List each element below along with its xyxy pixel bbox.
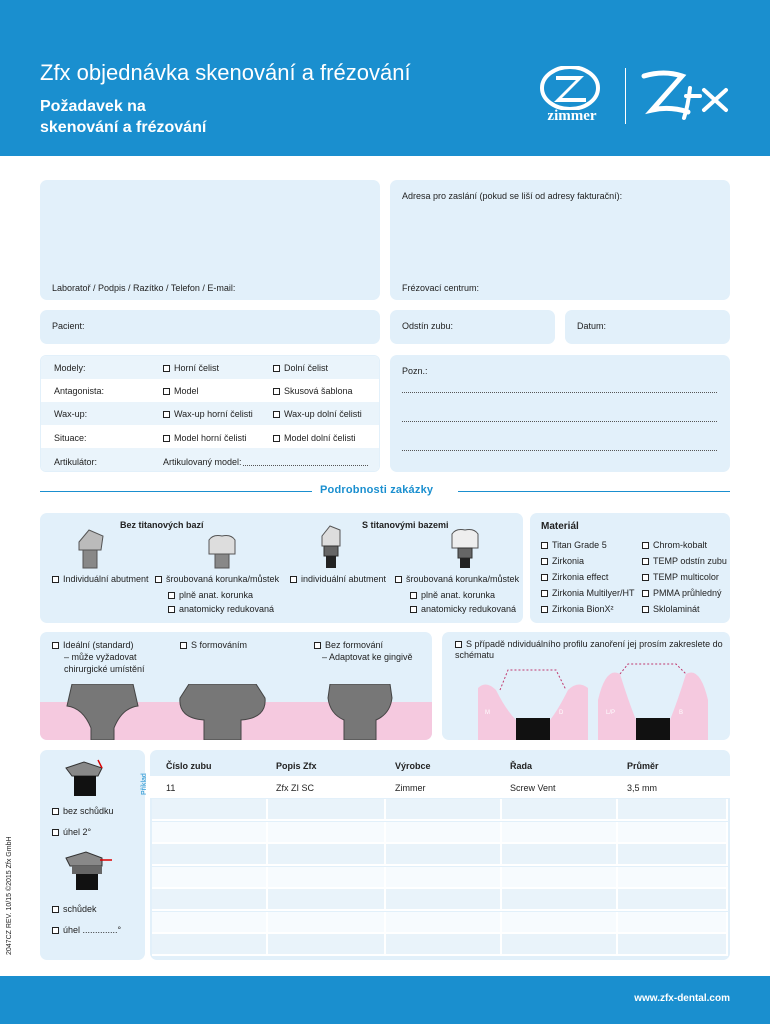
table-cell[interactable]: [268, 844, 386, 866]
material-multilayer-checkbox[interactable]: Zirkonia Multilyer/HT: [541, 588, 635, 598]
col-tooth-number: Číslo zubu: [166, 761, 212, 771]
full-anatomic-ti-checkbox[interactable]: plně anat. korunka: [410, 590, 495, 600]
table-cell[interactable]: [502, 934, 618, 956]
row1-desc[interactable]: Zfx ZI SC: [276, 783, 314, 793]
situation-label: Situace:: [54, 433, 87, 443]
col-manufacturer: Výrobce: [395, 761, 431, 771]
ship-label: Adresa pro zaslání (pokud se liší od adresy fakturační):: [402, 191, 623, 201]
anatomic-reduced-ti-checkbox[interactable]: anatomicky redukovaná: [410, 604, 516, 614]
zimmer-logo-icon: [540, 66, 600, 110]
full-anatomic-checkbox[interactable]: plně anat. korunka: [168, 590, 253, 600]
ti-abutment-icon: [318, 524, 344, 570]
table-cell[interactable]: [386, 934, 502, 956]
no-forming-profile-icon: [320, 684, 400, 740]
situation-upper-checkbox[interactable]: Model horní čelisti: [163, 433, 247, 443]
row1-manufacturer[interactable]: Zimmer: [395, 783, 426, 793]
table-cell[interactable]: [618, 889, 728, 911]
table-cell[interactable]: [268, 912, 386, 934]
table-cell[interactable]: [152, 799, 268, 821]
document-code: 2047CZ REV. 10/15 ©2015 Zfx GmbH: [6, 836, 13, 955]
ideal-note: – může vyžadovat: [64, 652, 137, 662]
table-cell[interactable]: [152, 844, 268, 866]
col-series: Řada: [510, 761, 533, 771]
table-cell[interactable]: [152, 889, 268, 911]
antagonist-label: Antagonista:: [54, 386, 105, 396]
table-cell[interactable]: [268, 822, 386, 844]
ideal-checkbox[interactable]: Ideální (standard): [52, 640, 134, 650]
table-cell[interactable]: [618, 912, 728, 934]
material-temp-shade-checkbox[interactable]: TEMP odstín zubu: [642, 556, 727, 566]
bite-template-checkbox[interactable]: Skusová šablona: [273, 386, 353, 396]
label-m: M: [485, 710, 490, 716]
abutment-icon: [75, 528, 105, 570]
ideal-note: chirurgické umístění: [64, 664, 145, 674]
screw-crown-checkbox[interactable]: šroubovaná korunka/můstek: [155, 574, 279, 584]
table-cell[interactable]: [268, 889, 386, 911]
ideal-profile-icon: [60, 684, 145, 740]
material-fiberglass-checkbox[interactable]: Sklolaminát: [642, 604, 700, 614]
zimmer-wordmark: zimmer: [547, 108, 597, 124]
table-cell[interactable]: [618, 822, 728, 844]
table-cell[interactable]: [152, 822, 268, 844]
page-subtitle: Požadavek na skenování a frézování: [40, 98, 207, 136]
notes-line: [402, 392, 717, 393]
lab-label: Laboratoř / Podpis / Razítko / Telefon / E-mail:: [52, 283, 236, 293]
profile-diagram-md-icon: [478, 660, 588, 740]
forming-profile-icon: [175, 684, 270, 740]
date-label: Datum:: [577, 321, 607, 331]
row1-diameter[interactable]: 3,5 mm: [627, 783, 658, 793]
without-bases-title: Bez titanových bazí: [120, 520, 204, 530]
col-diameter: Průměr: [627, 761, 659, 771]
section-rule: [458, 491, 730, 492]
waxup-label: Wax-up:: [54, 409, 88, 419]
table-cell[interactable]: [268, 799, 386, 821]
material-temp-multi-checkbox[interactable]: TEMP multicolor: [642, 572, 719, 582]
material-pmma-checkbox[interactable]: PMMA průhledný: [642, 588, 722, 598]
waxup-lower-checkbox[interactable]: Wax-up dolní čelisti: [273, 409, 362, 419]
table-cell[interactable]: [152, 867, 268, 889]
waxup-upper-checkbox[interactable]: Wax-up horní čelisti: [163, 409, 253, 419]
individual-abutment-checkbox[interactable]: Individuální abutment: [52, 574, 149, 584]
table-cell[interactable]: [502, 799, 618, 821]
screw-crown-ti-checkbox[interactable]: šroubovaná korunka/můstek: [395, 574, 519, 584]
profile-checkbox[interactable]: S případě ndividuálního profilu zanoření jej prosím zakreslete do schématu: [455, 639, 723, 660]
zfx-logo-icon: [634, 66, 734, 122]
individual-abutment-ti-checkbox[interactable]: individuální abutment: [290, 574, 386, 584]
notes-label: Pozn.:: [402, 366, 428, 376]
label-d: D: [559, 710, 564, 716]
articulated-model-field[interactable]: [243, 465, 368, 466]
table-cell[interactable]: [386, 822, 502, 844]
material-bionx-checkbox[interactable]: Zirkonia BionX²: [541, 604, 614, 614]
table-cell[interactable]: [502, 912, 618, 934]
articulator-label: Artikulátor:: [54, 457, 98, 467]
with-bases-title: S titanovými bazemi: [362, 520, 449, 530]
lower-jaw-checkbox[interactable]: Dolní čelist: [273, 363, 328, 373]
without-forming-note: – Adaptovat ke gingivě: [322, 652, 413, 662]
table-cell[interactable]: [618, 867, 728, 889]
material-chrome-checkbox[interactable]: Chrom-kobalt: [642, 540, 707, 550]
angle-custom-checkbox[interactable]: úhel ..............°: [52, 925, 121, 935]
section-title: Podrobnosti zakázky: [320, 484, 434, 496]
label-b: B: [679, 710, 684, 716]
angle-2-checkbox[interactable]: úhel 2°: [52, 827, 91, 837]
row1-series[interactable]: Screw Vent: [510, 783, 556, 793]
table-cell[interactable]: [152, 934, 268, 956]
section-rule: [40, 491, 312, 492]
without-forming-checkbox[interactable]: Bez formování: [314, 640, 383, 650]
table-cell[interactable]: [618, 844, 728, 866]
table-cell[interactable]: [502, 844, 618, 866]
anatomic-reduced-checkbox[interactable]: anatomicky redukovaná: [168, 604, 274, 614]
table-cell[interactable]: [502, 889, 618, 911]
table-cell[interactable]: [386, 844, 502, 866]
profile-diagram-lb-icon: [598, 660, 708, 740]
table-cell[interactable]: [502, 867, 618, 889]
logo-divider: [625, 68, 626, 124]
label-lp: L/P: [606, 710, 616, 716]
material-titan-checkbox[interactable]: Titan Grade 5: [541, 540, 607, 550]
material-zirkonia-effect-checkbox[interactable]: Zirkonia effect: [541, 572, 608, 582]
row1-tooth[interactable]: 11: [166, 783, 176, 793]
shade-label: Odstín zubu:: [402, 321, 454, 331]
table-cell[interactable]: [386, 799, 502, 821]
table-cell[interactable]: [386, 912, 502, 934]
table-cell[interactable]: [268, 867, 386, 889]
table-cell[interactable]: [386, 889, 502, 911]
mill-label: Frézovací centrum:: [402, 283, 480, 293]
with-forming-checkbox[interactable]: S formováním: [180, 640, 247, 650]
patient-field[interactable]: [40, 310, 380, 344]
upper-jaw-checkbox[interactable]: Horní čelist: [163, 363, 219, 373]
model-checkbox[interactable]: Model: [163, 386, 199, 396]
situation-lower-checkbox[interactable]: Model dolní čelisti: [273, 433, 356, 443]
step-checkbox[interactable]: schůdek: [52, 904, 97, 914]
table-cell[interactable]: [618, 934, 728, 956]
notes-line: [402, 450, 717, 451]
notes-line: [402, 421, 717, 422]
articulated-model-label: Artikulovaný model:: [163, 457, 242, 467]
material-title: Materiál: [541, 521, 579, 532]
step-implant-icon: [62, 848, 114, 892]
col-zfx-description: Popis Zfx: [276, 761, 317, 771]
no-step-implant-icon: [62, 758, 108, 798]
no-step-checkbox[interactable]: bez schůdku: [52, 806, 114, 816]
table-cell[interactable]: [618, 799, 728, 821]
material-zirkonia-checkbox[interactable]: Zirkonia: [541, 556, 584, 566]
page-title: Zfx objednávka skenování a frézování: [40, 60, 411, 85]
notes-box[interactable]: [390, 355, 730, 472]
table-cell[interactable]: [386, 867, 502, 889]
patient-label: Pacient:: [52, 321, 85, 331]
models-label: Modely:: [54, 363, 86, 373]
crown-icon: [205, 532, 239, 570]
table-cell[interactable]: [502, 822, 618, 844]
table-cell[interactable]: [268, 934, 386, 956]
ti-crown-icon: [448, 526, 482, 570]
footer-url[interactable]: www.zfx-dental.com: [634, 993, 730, 1004]
table-cell[interactable]: [152, 912, 268, 934]
example-label: Příklad: [141, 773, 148, 795]
lab-box[interactable]: [40, 180, 380, 300]
